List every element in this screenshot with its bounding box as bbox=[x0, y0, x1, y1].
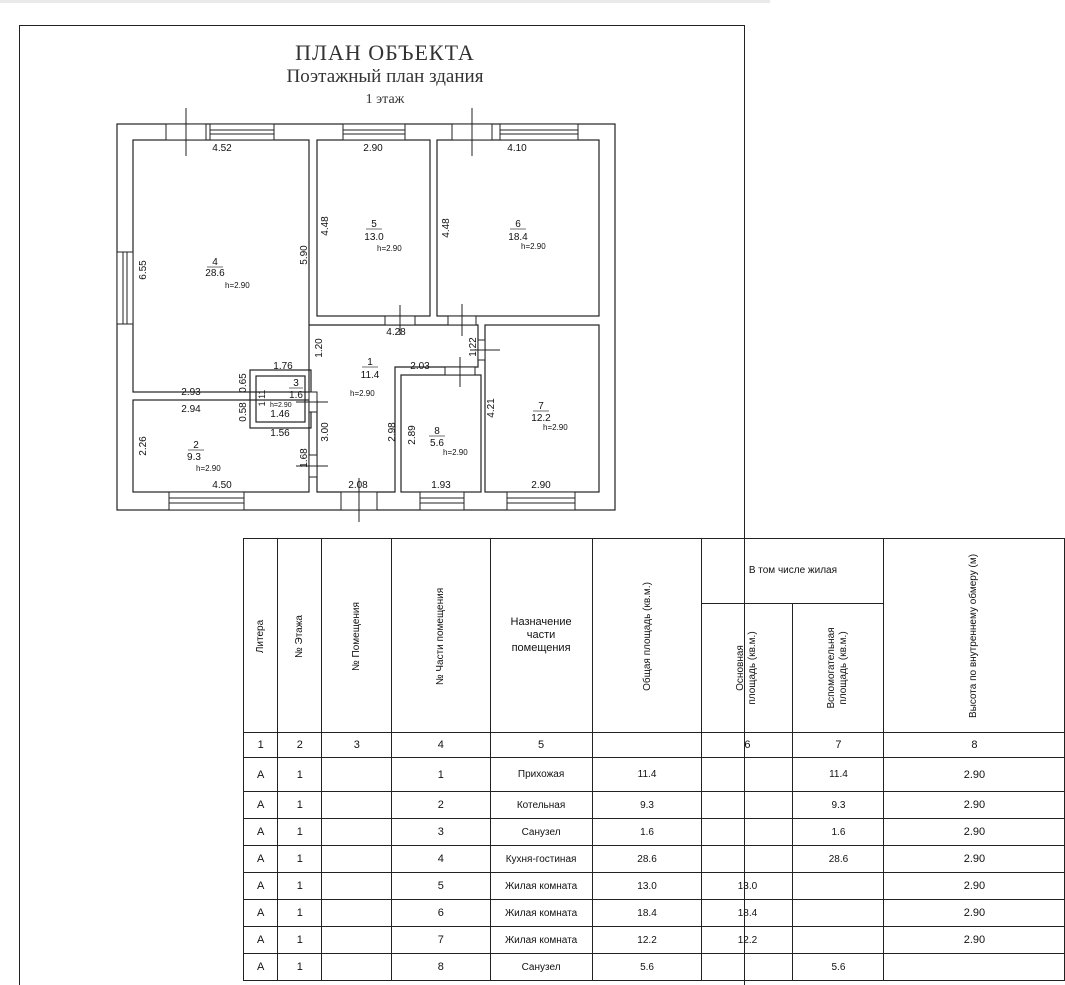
col-number: 4 bbox=[392, 733, 490, 758]
dim: 1.20 bbox=[314, 338, 325, 358]
cell-litera: А bbox=[244, 873, 278, 900]
cell-part: 6 bbox=[392, 900, 490, 927]
cell-part: 1 bbox=[392, 758, 490, 792]
table-row bbox=[244, 873, 1065, 900]
dim: 2.90 bbox=[531, 480, 551, 491]
table-row bbox=[244, 758, 1065, 792]
cell-total: 28.6 bbox=[592, 846, 702, 873]
table-row bbox=[244, 846, 1065, 873]
cell-height: 2.90 bbox=[884, 792, 1065, 819]
table-row bbox=[244, 927, 1065, 954]
cell-total: 9.3 bbox=[592, 792, 702, 819]
dim: 5.90 bbox=[299, 245, 310, 265]
cell-part: 5 bbox=[392, 873, 490, 900]
cell-part: 3 bbox=[392, 819, 490, 846]
cell-main: 13.0 bbox=[702, 873, 793, 900]
dim: 2.26 bbox=[138, 436, 149, 456]
cell-litera: А bbox=[244, 792, 278, 819]
cell-litera: А bbox=[244, 846, 278, 873]
room-area: 1.6 bbox=[289, 390, 303, 401]
cell-room bbox=[322, 954, 392, 981]
table-row bbox=[244, 819, 1065, 846]
cell-aux: 11.4 bbox=[793, 758, 884, 792]
dim: 4.48 bbox=[320, 216, 331, 236]
cell-aux bbox=[793, 927, 884, 954]
cell-litera: А bbox=[244, 954, 278, 981]
room-1-label bbox=[350, 357, 380, 398]
cell-floor: 1 bbox=[278, 927, 322, 954]
cell-litera: А bbox=[244, 927, 278, 954]
column-number-row bbox=[244, 733, 1065, 758]
room-area: 13.0 bbox=[364, 232, 384, 243]
dim: 4.28 bbox=[386, 327, 406, 338]
room-height: h=2.90 bbox=[543, 423, 568, 432]
dimension-labels bbox=[138, 143, 551, 491]
room-4-label bbox=[205, 257, 250, 290]
col-number: 5 bbox=[490, 733, 592, 758]
cell-aux: 1.6 bbox=[793, 819, 884, 846]
col-header-total-area: Общая площадь (кв.м.) bbox=[641, 581, 653, 691]
cell-name: Жилая комната bbox=[490, 873, 592, 900]
dim: 1.46 bbox=[270, 409, 290, 420]
room-height: h=2.90 bbox=[443, 448, 468, 457]
dim: 1.22 bbox=[468, 337, 479, 357]
dim: 2.90 bbox=[363, 143, 383, 154]
room-area: 12.2 bbox=[531, 413, 551, 424]
col-header-height: Высота по внутреннему обмеру (м) bbox=[968, 553, 980, 719]
cell-aux: 5.6 bbox=[793, 954, 884, 981]
cell-main bbox=[702, 819, 793, 846]
table-header-row bbox=[244, 539, 1065, 604]
room-height: h=2.90 bbox=[377, 244, 402, 253]
room-2-label bbox=[187, 440, 221, 473]
dim: 0.65 bbox=[238, 373, 249, 393]
table-row bbox=[244, 954, 1065, 981]
room-height: h=2.90 bbox=[350, 389, 375, 398]
cell-main bbox=[702, 758, 793, 792]
table-row bbox=[244, 900, 1065, 927]
page-title: ПЛАН ОБЪЕКТА bbox=[295, 40, 475, 65]
cell-part: 2 bbox=[392, 792, 490, 819]
cell-floor: 1 bbox=[278, 954, 322, 981]
cell-floor: 1 bbox=[278, 792, 322, 819]
cell-main bbox=[702, 954, 793, 981]
dim: 1.68 bbox=[299, 448, 310, 468]
col-header-purpose: Назначение части помещения bbox=[510, 616, 572, 654]
cell-floor: 1 bbox=[278, 846, 322, 873]
room-number: 1 bbox=[367, 357, 373, 368]
room-5-label bbox=[364, 219, 402, 253]
cell-name: Кухня-гостиная bbox=[490, 846, 592, 873]
cell-floor: 1 bbox=[278, 900, 322, 927]
cell-room bbox=[322, 792, 392, 819]
room-height: h=2.90 bbox=[270, 402, 292, 409]
cell-floor: 1 bbox=[278, 873, 322, 900]
room-number: 7 bbox=[538, 401, 544, 412]
col-number: 2 bbox=[278, 733, 322, 758]
col-header-floor: № Этажа bbox=[294, 614, 306, 658]
dim: 1.56 bbox=[270, 428, 290, 439]
room-7-label bbox=[531, 401, 568, 432]
room-area: 9.3 bbox=[187, 452, 201, 463]
dim: 0.58 bbox=[238, 402, 249, 422]
room-explication-table bbox=[243, 538, 1065, 981]
cell-total: 13.0 bbox=[592, 873, 702, 900]
cell-main: 18.4 bbox=[702, 900, 793, 927]
col-number bbox=[592, 733, 702, 758]
cell-total: 18.4 bbox=[592, 900, 702, 927]
cell-main bbox=[702, 792, 793, 819]
room-area: 18.4 bbox=[508, 232, 528, 243]
col-number: 7 bbox=[793, 733, 884, 758]
col-header-room: № Помещения bbox=[351, 601, 363, 671]
cell-height: 2.90 bbox=[884, 819, 1065, 846]
cell-name: Котельная bbox=[490, 792, 592, 819]
col-header-aux-area: Вспомогательная площадь (кв.м.) bbox=[826, 627, 850, 709]
col-number: 8 bbox=[884, 733, 1065, 758]
col-number: 1 bbox=[244, 733, 278, 758]
room-number: 3 bbox=[293, 378, 299, 389]
cell-total: 5.6 bbox=[592, 954, 702, 981]
dim: 4.21 bbox=[486, 398, 497, 418]
room-3-label bbox=[270, 378, 303, 409]
dim: 4.50 bbox=[212, 480, 232, 491]
room-area: 5.6 bbox=[430, 438, 444, 449]
cell-room bbox=[322, 873, 392, 900]
room-number: 6 bbox=[515, 219, 521, 230]
cell-name: Прихожая bbox=[490, 758, 592, 792]
room-number: 4 bbox=[212, 257, 218, 268]
cell-litera: А bbox=[244, 900, 278, 927]
cell-height bbox=[884, 954, 1065, 981]
col-header-including: В том числе жилая bbox=[748, 565, 838, 576]
cell-floor: 1 bbox=[278, 758, 322, 792]
dim: 4.52 bbox=[212, 143, 232, 154]
cell-room bbox=[322, 819, 392, 846]
cell-total: 12.2 bbox=[592, 927, 702, 954]
cell-room bbox=[322, 927, 392, 954]
room-area: 11.4 bbox=[360, 370, 380, 381]
cell-room bbox=[322, 900, 392, 927]
col-header-litera: Литера bbox=[255, 619, 267, 653]
room-number: 2 bbox=[193, 440, 199, 451]
room-height: h=2.90 bbox=[225, 281, 250, 290]
room-6-label bbox=[508, 219, 546, 251]
cell-part: 8 bbox=[392, 954, 490, 981]
cell-litera: А bbox=[244, 819, 278, 846]
dim: 6.55 bbox=[138, 260, 149, 280]
cell-height: 2.90 bbox=[884, 846, 1065, 873]
col-header-main-area: Основная площадь (кв.м.) bbox=[735, 631, 759, 705]
dim: 3.00 bbox=[320, 422, 331, 442]
col-number: 6 bbox=[702, 733, 793, 758]
dim: 2.93 bbox=[181, 387, 201, 398]
room-number: 8 bbox=[434, 426, 440, 437]
cell-room bbox=[322, 846, 392, 873]
cell-aux: 9.3 bbox=[793, 792, 884, 819]
cell-total: 1.6 bbox=[592, 819, 702, 846]
cell-total: 11.4 bbox=[592, 758, 702, 792]
room-area: 28.6 bbox=[205, 268, 225, 279]
cell-height: 2.90 bbox=[884, 900, 1065, 927]
dim: 1.93 bbox=[431, 480, 451, 491]
cell-aux: 28.6 bbox=[793, 846, 884, 873]
dim: 2.94 bbox=[181, 404, 201, 415]
cell-height: 2.90 bbox=[884, 758, 1065, 792]
page-subtitle: Поэтажный план здания bbox=[286, 66, 484, 87]
col-header-part: № Части помещения bbox=[435, 587, 447, 685]
cell-floor: 1 bbox=[278, 819, 322, 846]
dim: 2.98 bbox=[387, 422, 398, 442]
doors bbox=[166, 108, 500, 522]
cell-part: 4 bbox=[392, 846, 490, 873]
cell-litera: А bbox=[244, 758, 278, 792]
cell-name: Жилая комната bbox=[490, 900, 592, 927]
cell-name: Санузел bbox=[490, 819, 592, 846]
cell-room bbox=[322, 758, 392, 792]
room-labels bbox=[187, 219, 568, 473]
col-number: 3 bbox=[322, 733, 392, 758]
cell-part: 7 bbox=[392, 927, 490, 954]
cell-main: 12.2 bbox=[702, 927, 793, 954]
dim: 2.03 bbox=[410, 361, 430, 372]
room-height: h=2.90 bbox=[521, 242, 546, 251]
dim: 2.89 bbox=[407, 425, 418, 445]
floor-label: 1 этаж bbox=[365, 92, 405, 107]
dim: 1.11 bbox=[257, 389, 267, 407]
cell-main bbox=[702, 846, 793, 873]
cell-name: Жилая комната bbox=[490, 927, 592, 954]
cell-aux bbox=[793, 873, 884, 900]
floor-plan bbox=[0, 0, 770, 530]
cell-aux bbox=[793, 900, 884, 927]
room-height: h=2.90 bbox=[196, 464, 221, 473]
dim: 2.08 bbox=[348, 480, 368, 491]
cell-name: Санузел bbox=[490, 954, 592, 981]
room-8-label bbox=[429, 426, 468, 457]
table-row bbox=[244, 792, 1065, 819]
cell-height: 2.90 bbox=[884, 873, 1065, 900]
dim: 4.10 bbox=[507, 143, 527, 154]
dim: 4.48 bbox=[441, 218, 452, 238]
cell-height: 2.90 bbox=[884, 927, 1065, 954]
room-number: 5 bbox=[371, 219, 377, 230]
dim: 1.76 bbox=[273, 361, 293, 372]
